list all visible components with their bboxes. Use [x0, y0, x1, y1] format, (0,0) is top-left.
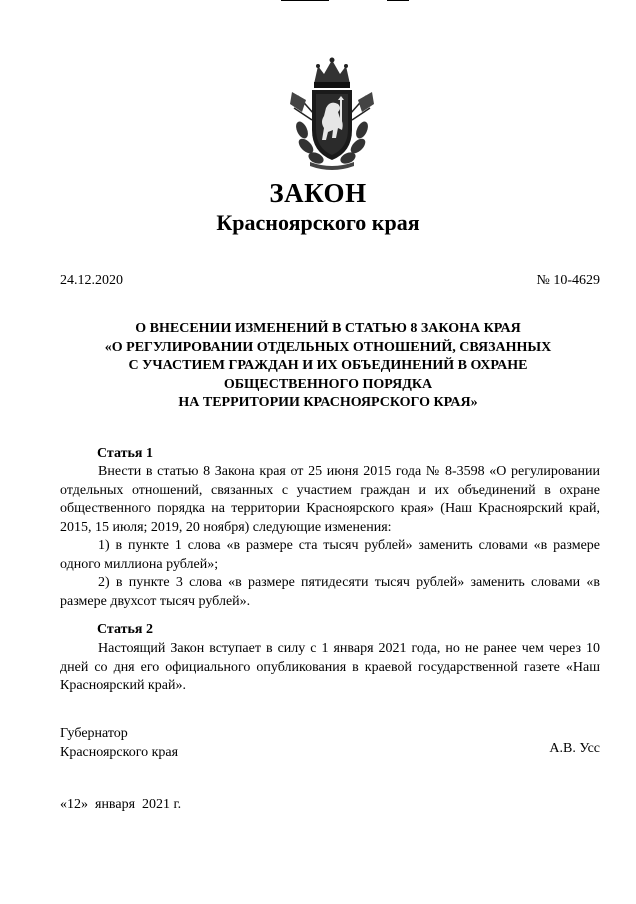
top-rule-right: [387, 0, 409, 1]
position-line: Губернатор: [60, 726, 128, 741]
top-rule-left: [281, 0, 329, 1]
heading-line: О ВНЕСЕНИИ ИЗМЕНЕНИЙ В СТАТЬЮ 8 ЗАКОНА КРАЯ: [135, 321, 521, 336]
signatory-name: А.В. Усс: [549, 741, 600, 756]
article-2-title: Статья 2: [97, 622, 153, 637]
heading-line: «О РЕГУЛИРОВАНИИ ОТДЕЛЬНЫХ ОТНОШЕНИЙ, СВЯЗАННЫХ: [104, 339, 552, 355]
law-heading: [58, 320, 598, 413]
signatory-position: [60, 725, 178, 762]
heading-line: ОБЩЕСТВЕННОГО ПОРЯДКА: [223, 376, 433, 392]
adoption-date: 24.12.2020: [60, 273, 123, 288]
article-1-intro: Внести в статью 8 Закона края от 25 июня 2015 года № 8-3598 «О регулировании отдельных отношений, связанных с участием граждан и их объединений в охране общественного порядка на территории Красноярского края» (Наш Красноярский край, 2015, 15 июля; 2019, 20 ноября) следующие изменения:: [60, 464, 600, 535]
article-1-title: Статья 1: [97, 446, 153, 461]
article-1-item-2: 2) в пункте 3 слова «в размере пятидесяти тысяч рублей» заменить словами «в размере двухсот тысяч рублей».: [60, 575, 600, 609]
position-line: Красноярского края: [60, 744, 179, 760]
heading-line: НА ТЕРРИТОРИИ КРАСНОЯРСКОГО КРАЯ»: [178, 395, 478, 410]
law-title: ЗАКОН: [269, 178, 367, 208]
signing-date: «12» января 2021 г.: [60, 797, 182, 812]
law-number: № 10-4629: [536, 273, 600, 288]
coat-of-arms-emblem: [284, 56, 380, 170]
article-2-text: Настоящий Закон вступает в силу с 1 января 2021 года, но не ранее чем через 10 дней со дня его официального опубликования в краевой государственной газете «Наш Красноярский край».: [60, 641, 600, 693]
region-title: Красноярского края: [216, 210, 420, 235]
heading-line: С УЧАСТИЕМ ГРАЖДАН И ИХ ОБЪЕДИНЕНИЙ В ОХРАНЕ: [128, 358, 528, 373]
article-1-item-1: 1) в пункте 1 слова «в размере ста тысяч рублей» заменить словами «в размере одного миллиона рублей»;: [60, 538, 600, 572]
